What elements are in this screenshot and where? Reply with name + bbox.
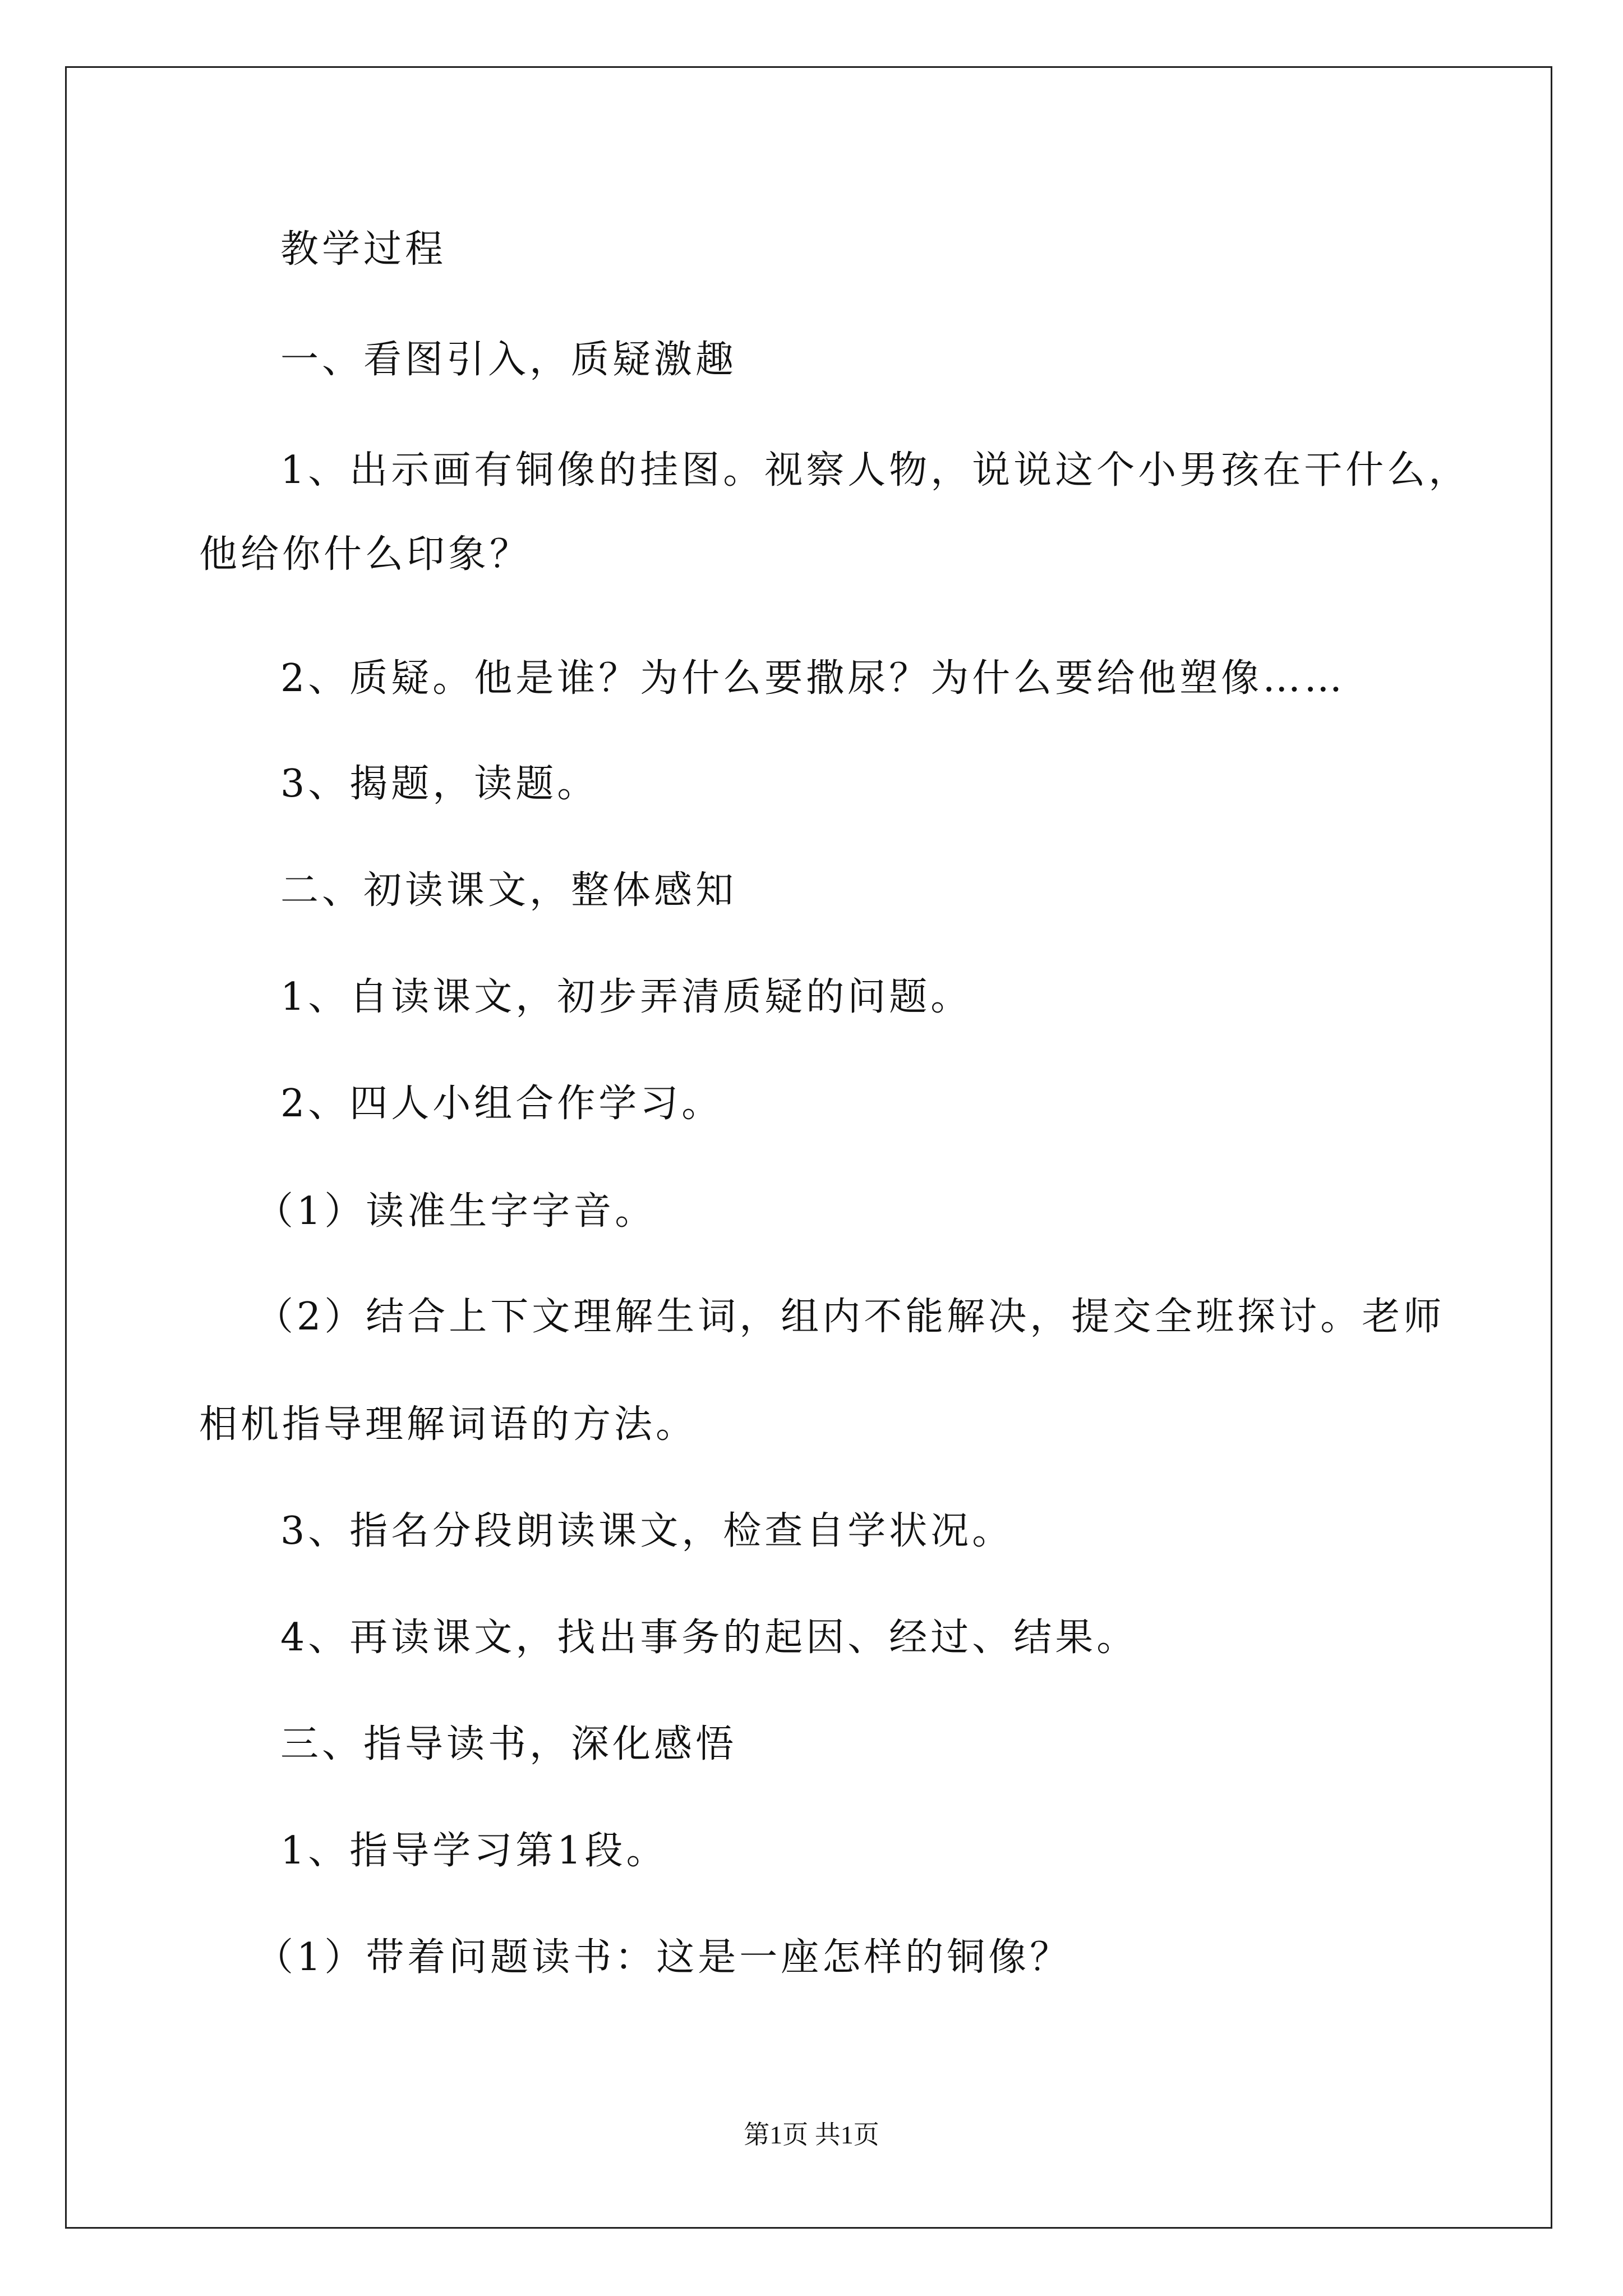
section-heading-3: 三、指导读书，深化感悟 bbox=[280, 1722, 737, 1766]
paragraph-line: 1、指导学习第1段。 bbox=[280, 1829, 668, 1873]
paragraph-line: 相机指导理解词语的方法。 bbox=[199, 1402, 698, 1447]
section-heading-2: 二、初读课文，整体感知 bbox=[280, 868, 737, 913]
paragraph-line: 3、揭题，读题。 bbox=[280, 762, 599, 806]
paragraph-line: （1）带着问题读书：这是一座怎样的铜像？ bbox=[255, 1935, 1072, 1980]
paragraph-line: 2、质疑。他是谁？为什么要撒尿？为什么要给他塑像…… bbox=[280, 656, 1346, 701]
paragraph-line: 4、再读课文，找出事务的起因、经过、结果。 bbox=[280, 1616, 1138, 1660]
paragraph-line: （1）读准生字字音。 bbox=[255, 1189, 657, 1234]
page-number-footer: 第1页 共1页 bbox=[744, 2120, 879, 2149]
paragraph-line: 1、出示画有铜像的挂图。视察人物，说说这个小男孩在干什么， bbox=[280, 448, 1470, 493]
paragraph-line: 他给你什么印象？ bbox=[199, 532, 532, 577]
page-border bbox=[65, 66, 1552, 2229]
section-heading-1: 一、看图引入，质疑激趣 bbox=[280, 338, 737, 382]
heading-teaching-process: 教学过程 bbox=[280, 227, 447, 272]
paragraph-line: 1、自读课文，初步弄清质疑的问题。 bbox=[280, 975, 972, 1019]
paragraph-line: （2）结合上下文理解生词，组内不能解决，提交全班探讨。老师 bbox=[255, 1295, 1445, 1339]
paragraph-line: 2、四人小组合作学习。 bbox=[280, 1082, 723, 1126]
paragraph-line: 3、指名分段朗读课文，检查自学状况。 bbox=[280, 1509, 1014, 1553]
